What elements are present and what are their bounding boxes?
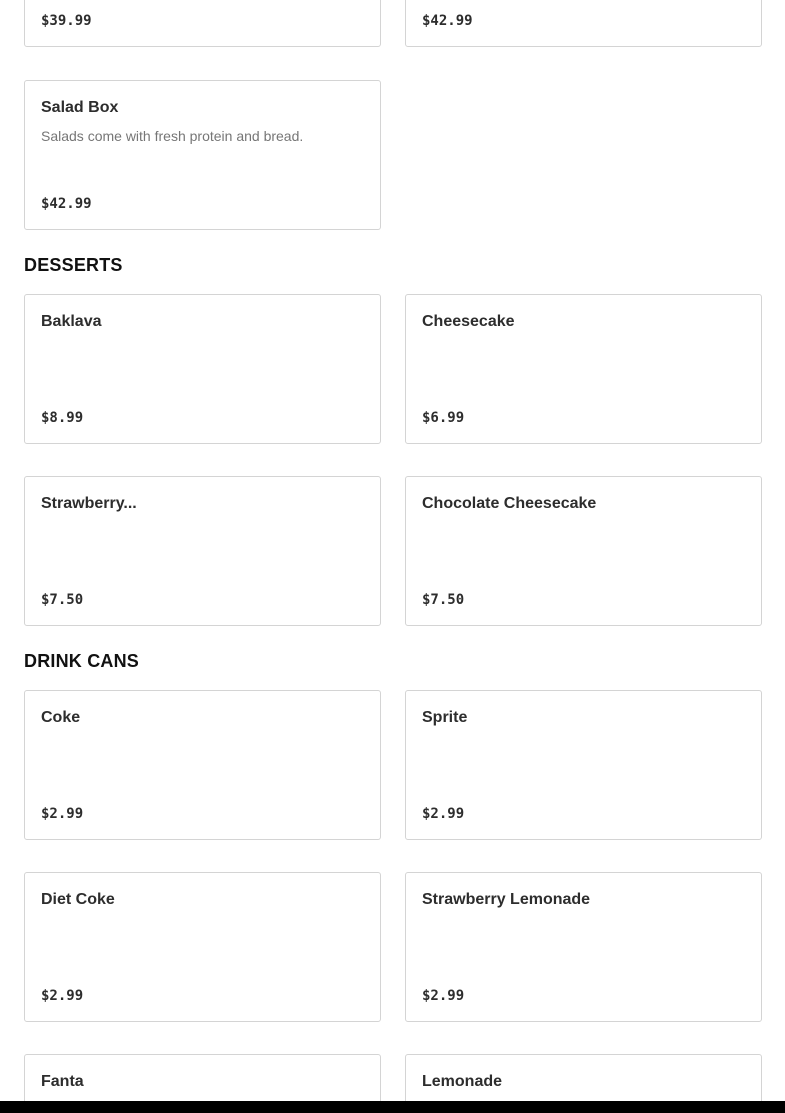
item-price: $2.99 — [41, 988, 84, 1004]
section-title-desserts: DESSERTS — [24, 255, 123, 275]
menu-item-card[interactable] — [24, 0, 381, 47]
item-price: $7.50 — [41, 592, 84, 608]
menu-item-card[interactable] — [405, 0, 762, 47]
item-name: Diet Coke — [41, 891, 115, 908]
item-name: Cheesecake — [422, 313, 515, 330]
item-name: Salad Box — [41, 99, 119, 116]
menu-item-card-cheesecake[interactable] — [405, 294, 762, 444]
menu-item-card-strawberry[interactable] — [24, 476, 381, 626]
menu-item-card-coke[interactable] — [24, 690, 381, 840]
menu-item-card-baklava[interactable] — [24, 294, 381, 444]
item-price: $39.99 — [41, 13, 92, 29]
item-price: $42.99 — [41, 196, 92, 212]
menu-item-card-strawberry-lemonade[interactable] — [405, 872, 762, 1022]
item-name: Strawberry Lemonade — [422, 891, 591, 908]
item-name: Strawberry... — [41, 495, 137, 512]
menu-item-card-diet-coke[interactable] — [24, 872, 381, 1022]
item-name: Lemonade — [422, 1073, 503, 1090]
menu-item-card-sprite[interactable] — [405, 690, 762, 840]
item-price: $2.99 — [41, 806, 84, 822]
item-price: $8.99 — [41, 410, 84, 426]
item-name: Sprite — [422, 709, 468, 726]
section-title-drink-cans: DRINK CANS — [24, 651, 140, 671]
item-name: Chocolate Cheesecake — [422, 495, 597, 512]
item-name: Fanta — [41, 1073, 84, 1090]
item-price: $7.50 — [422, 592, 465, 608]
menu-item-card-salad-box[interactable] — [24, 80, 381, 230]
item-price: $2.99 — [422, 806, 465, 822]
item-name: Baklava — [41, 313, 102, 330]
item-price: $6.99 — [422, 410, 465, 426]
item-price: $2.99 — [422, 988, 465, 1004]
item-name: Coke — [41, 709, 81, 726]
bottom-bar — [0, 1101, 785, 1113]
menu-item-card-chocolate-cheesecake[interactable] — [405, 476, 762, 626]
item-price: $42.99 — [422, 13, 473, 29]
item-description: Salads come with fresh protein and bread. — [41, 128, 304, 144]
